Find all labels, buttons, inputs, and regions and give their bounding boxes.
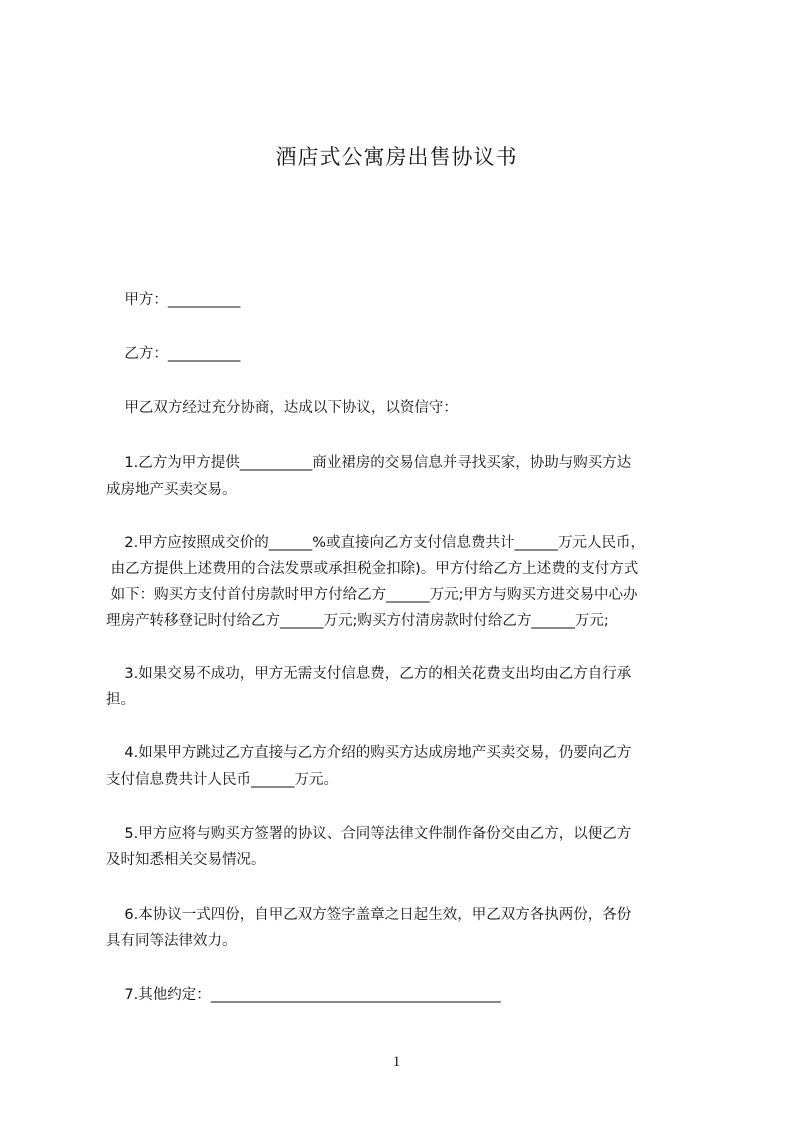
clause-5-line-2: 及时知悉相关交易情况。 xyxy=(106,852,266,868)
clause-2-line-4: 理房产转移登记时付给乙方______万元;购买方付清房款时付给乙方______万元; xyxy=(106,613,609,629)
document-title: 酒店式公寓房出售协议书 xyxy=(275,145,518,169)
clause-1-line-2: 成房地产买卖交易。 xyxy=(106,482,237,498)
party-a-line: 甲方：__________ xyxy=(106,292,241,308)
clause-2-line-2: 由乙方提供上述费用的合法发票或承担税金扣除)。甲方付给乙方上述费的支付方式 xyxy=(106,561,639,577)
clause-7-line: 7.其他约定：________________________________________ xyxy=(106,987,501,1003)
clause-4-line-2: 支付信息费共计人民币______万元。 xyxy=(106,772,338,788)
clause-1-line-1: 1.乙方为甲方提供__________商业裙房的交易信息并寻找买家，协助与购买方达 xyxy=(106,455,632,471)
clause-4-line-1: 4.如果甲方跳过乙方直接与乙方介绍的购买方达成房地产买卖交易，仍要向乙方 xyxy=(106,745,632,761)
clause-3-line-1: 3.如果交易不成功，甲方无需支付信息费，乙方的相关花费支出均由乙方自行承 xyxy=(106,666,632,682)
preamble-line: 甲乙双方经过充分协商，达成以下协议，以资信守： xyxy=(106,400,458,416)
clause-2-line-3: 如下：购买方支付首付房款时甲方付给乙方______万元;甲方与购买方进交易中心办 xyxy=(106,587,638,603)
clause-5-line-1: 5.甲方应将与购买方签署的协议、合同等法律文件制作备份交由乙方，以便乙方 xyxy=(106,826,632,842)
clause-2-line-1: 2.甲方应按照成交价的______%或直接向乙方支付信息费共计______万元人民币， xyxy=(106,535,646,551)
clause-3-line-2: 担。 xyxy=(106,692,135,708)
clause-6-line-1: 6.本协议一式四份，自甲乙双方签字盖章之日起生效，甲乙双方各执两份，各份 xyxy=(106,907,632,923)
party-b-line: 乙方：__________ xyxy=(106,346,241,362)
clause-6-line-2: 具有同等法律效力。 xyxy=(106,933,237,949)
page-number: 1 xyxy=(392,1054,401,1070)
